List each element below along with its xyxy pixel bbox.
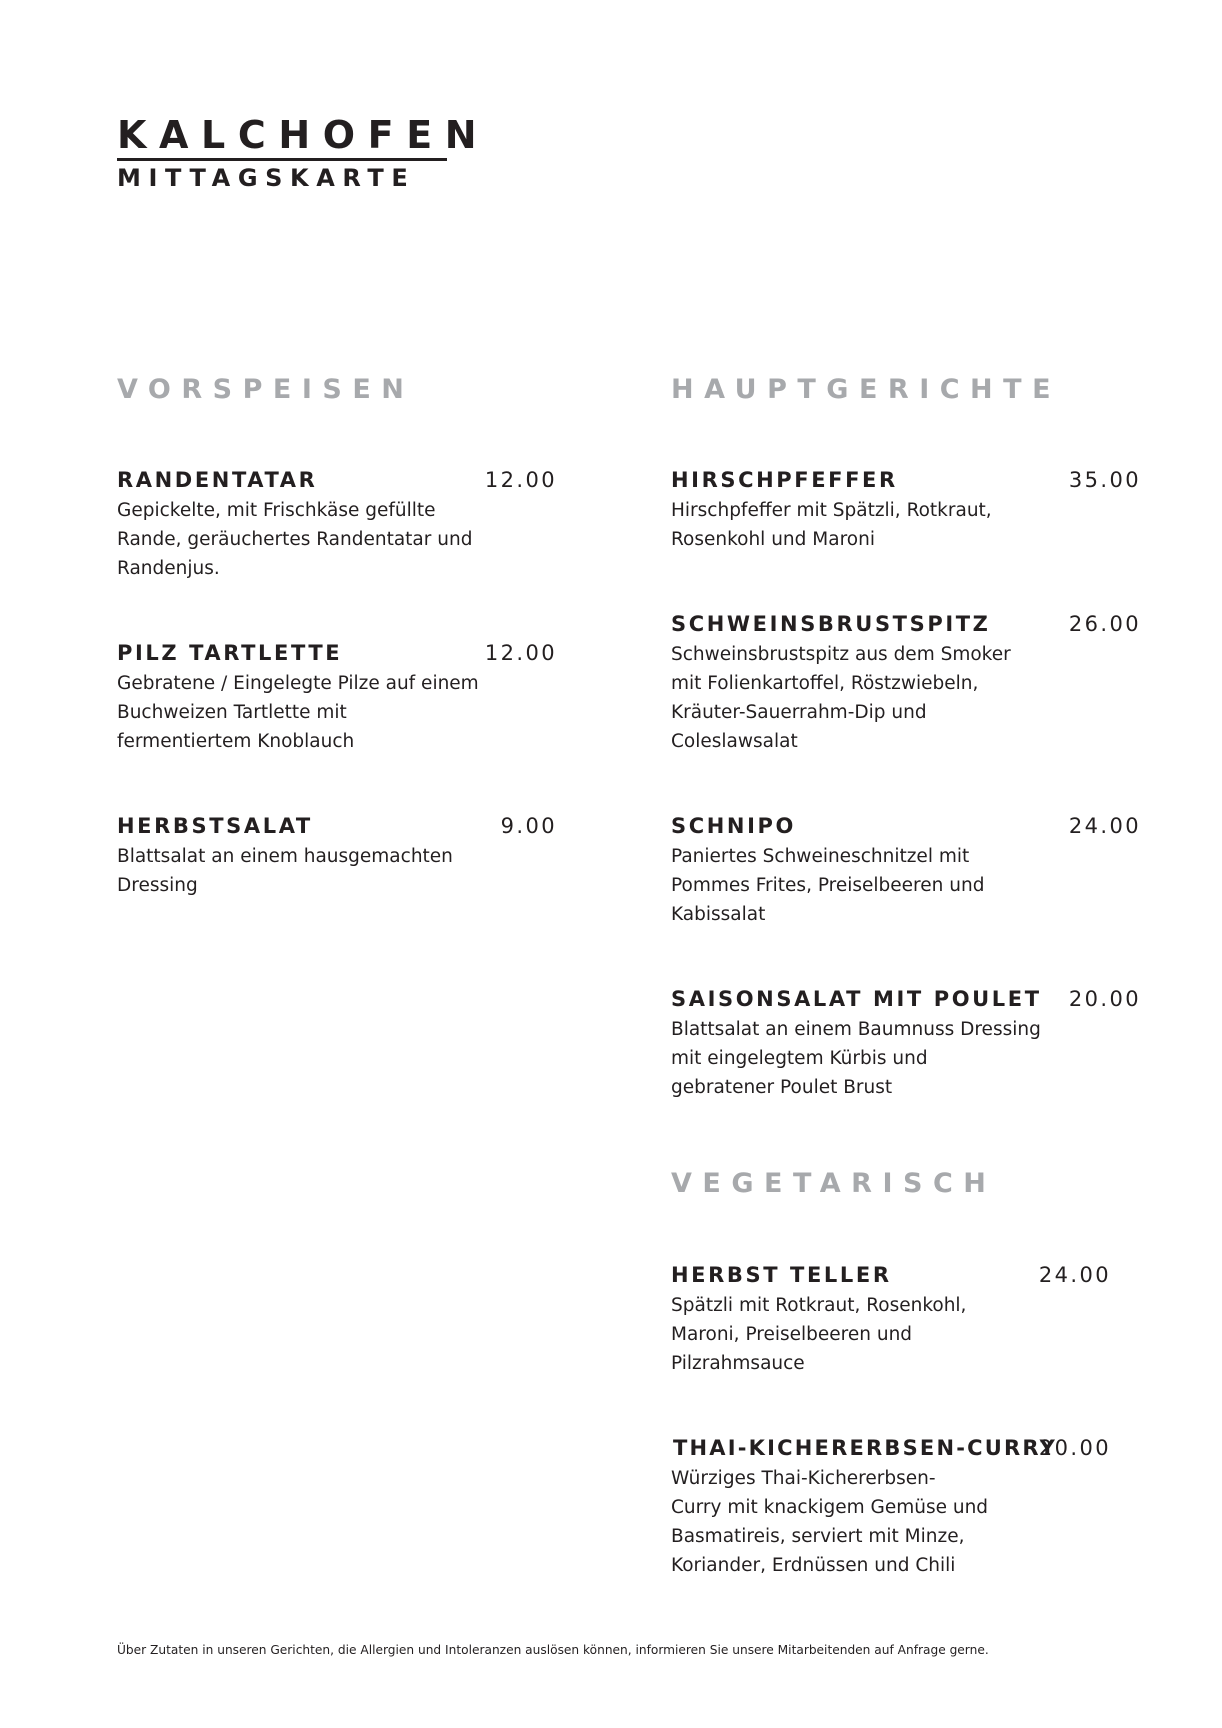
dish-name: HERBST TELLER (671, 1263, 892, 1287)
dish-name: HERBSTSALAT (117, 814, 313, 838)
description-line: Rosenkohl und Maroni (671, 529, 875, 550)
description-line: Blattsalat an einem Baumnuss Dressing (671, 1019, 1041, 1040)
description-line: Schweinsbrustspitz aus dem Smoker (671, 644, 1011, 665)
dish-description (671, 496, 992, 554)
dish-price: 12.00 (484, 468, 557, 492)
dish-description (671, 1464, 988, 1580)
dish-price: 24.00 (1038, 1263, 1111, 1287)
section-title-vorspeisen: VORSPEISEN (117, 374, 415, 405)
description-line: Buchweizen Tartlette mit (117, 702, 347, 723)
dish-price: 12.00 (484, 641, 557, 665)
description-line: Pommes Frites, Preiselbeeren und (671, 875, 985, 896)
dish-price: 35.00 (1068, 468, 1141, 492)
allergen-note: Über Zutaten in unseren Gerichten, die Allergien und Intoleranzen auslösen können, informieren Sie unsere Mitarbeitenden auf Anfrage gerne. (117, 1643, 989, 1657)
dish-price: 9.00 (500, 814, 557, 838)
dish-name: SAISONSALAT MIT POULET (671, 987, 1042, 1011)
dish-description (671, 1291, 966, 1378)
description-line: Rande, geräuchertes Randentatar und (117, 529, 473, 550)
description-line: Basmatireis, serviert mit Minze, (671, 1526, 965, 1547)
dish-price: 20.00 (1038, 1436, 1111, 1460)
dish-name: SCHNIPO (671, 814, 796, 838)
description-line: Blattsalat an einem hausgemachten (117, 846, 453, 867)
description-line: Kabissalat (671, 904, 766, 925)
brand-name: KALCHOFEN (117, 113, 490, 157)
description-line: Hirschpfeffer mit Spätzli, Rotkraut, (671, 500, 992, 521)
description-line: Randenjus. (117, 558, 220, 579)
description-line: fermentiertem Knoblauch (117, 731, 355, 752)
description-line: Würziges Thai-Kichererbsen- (671, 1468, 936, 1489)
description-line: Maroni, Preiselbeeren und (671, 1324, 913, 1345)
description-line: mit Folienkartoffel, Röstzwiebeln, (671, 673, 979, 694)
menu-subtitle: MITTAGSKARTE (117, 164, 416, 192)
dish-description (671, 1015, 1041, 1102)
description-line: Coleslawsalat (671, 731, 798, 752)
dish-price: 26.00 (1068, 612, 1141, 636)
dish-name: RANDENTATAR (117, 468, 318, 492)
description-line: Koriander, Erdnüssen und Chili (671, 1555, 956, 1576)
description-line: Dressing (117, 875, 198, 896)
logo (117, 113, 490, 195)
dish-price: 20.00 (1068, 987, 1141, 1011)
section-title-vegetarisch: VEGETARISCH (671, 1168, 997, 1199)
dish-description (117, 496, 472, 583)
description-line: Gebratene / Eingelegte Pilze auf einem (117, 673, 479, 694)
section-title-hauptgerichte: HAUPTGERICHTE (671, 374, 1062, 405)
dish-name: PILZ TARTLETTE (117, 641, 343, 665)
dish-description (671, 842, 984, 929)
description-line: Spätzli mit Rotkraut, Rosenkohl, (671, 1295, 967, 1316)
description-line: Gepickelte, mit Frischkäse gefüllte (117, 500, 436, 521)
dish-name: HIRSCHPFEFFER (671, 468, 898, 492)
description-line: gebratener Poulet Brust (671, 1077, 893, 1098)
description-line: Pilzrahmsauce (671, 1353, 805, 1374)
dish-price: 24.00 (1068, 814, 1141, 838)
dish-description (117, 669, 479, 756)
description-line: Curry mit knackigem Gemüse und (671, 1497, 989, 1518)
dish-description (671, 640, 1011, 756)
description-line: Paniertes Schweineschnitzel mit (671, 846, 970, 867)
description-line: mit eingelegtem Kürbis und (671, 1048, 928, 1069)
dish-name: THAI-KICHERERBSEN-CURRY (673, 1436, 1058, 1460)
description-line: Kräuter-Sauerrahm-Dip und (671, 702, 927, 723)
dish-description (117, 842, 453, 900)
dish-name: SCHWEINSBRUSTSPITZ (671, 612, 991, 636)
